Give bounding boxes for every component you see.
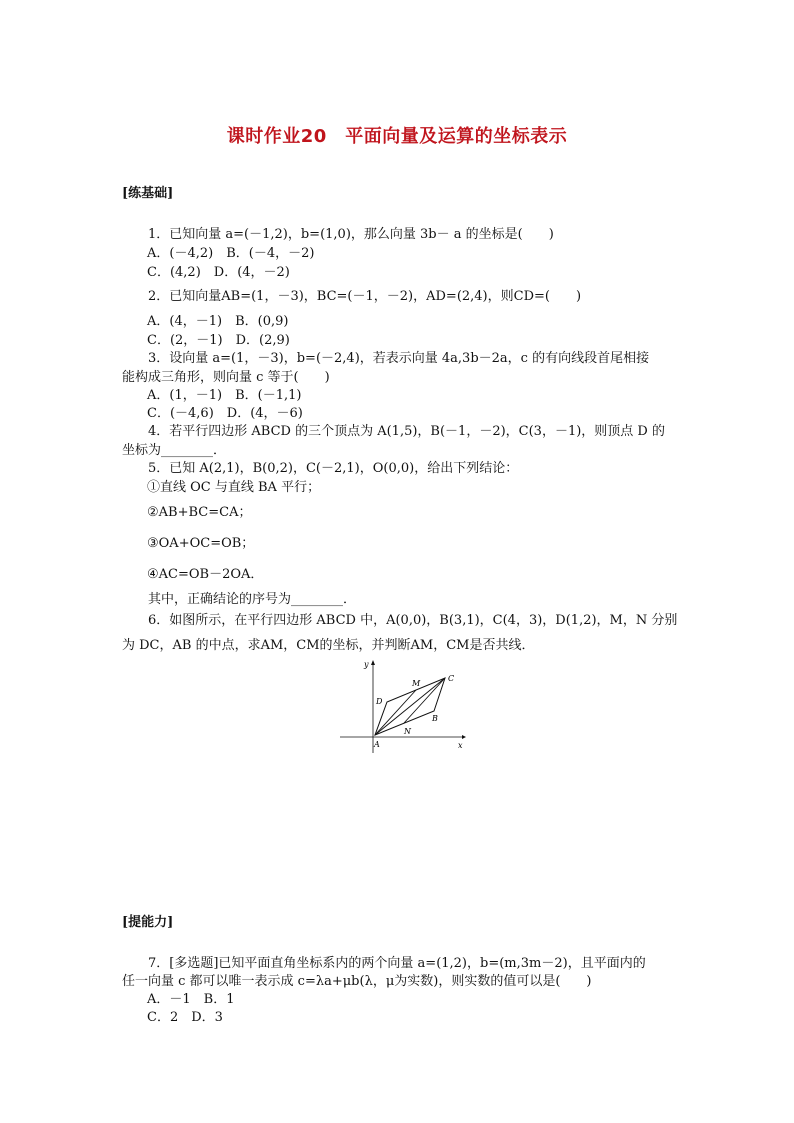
segment-nc: [404, 678, 445, 723]
parallelogram-figure: [340, 655, 470, 755]
label-m: M: [412, 679, 421, 688]
page-title: 课时作业20 平面向量及运算的坐标表示: [226, 126, 568, 147]
q5-answer: 其中，正确结论的序号为________．: [148, 592, 357, 607]
q5-item-3: ③OA+OC=OB；: [147, 536, 255, 551]
q1-stem: 1．已知向量 a=(－1,2)，b=(1,0)，那么向量 3b－ a 的坐标是( ): [148, 227, 554, 242]
q2-options-cd: C．(2，－1) D．(2,9): [147, 333, 290, 348]
q3-stem-line1: 3．设向量 a=(1，－3)，b=(－2,4)，若表示向量 4a,3b－2a，c 的有向线段首尾相接: [148, 351, 650, 366]
q7-stem-line2: 任一向量 c 都可以唯一表示成 c=λa+μb(λ，μ为实数)，则实数的值可以是( ): [122, 974, 592, 989]
y-axis-arrow: [371, 660, 375, 665]
x-axis-arrow: [462, 735, 466, 739]
q4-stem-line2: 坐标为________．: [122, 443, 227, 458]
label-b: B: [432, 714, 438, 723]
q5-item-4: ④AC=OB－2OA．: [147, 567, 264, 582]
section-advanced: [提能力]: [122, 915, 174, 930]
q3-options-cd: C．(－4,6) D．(4，－6): [147, 406, 303, 421]
q5-item-2: ②AB+BC=CA；: [147, 505, 252, 520]
q6-stem-line1: 6．如图所示，在平行四边形 ABCD 中，A(0,0)，B(3,1)，C(4，3)，D(1,2)，M，N 分别: [148, 613, 678, 628]
q7-options-ab: A．－1 B．1: [147, 992, 235, 1007]
q3-options-ab: A．(1，－1) B．(－1,1): [147, 388, 302, 403]
label-n: N: [404, 727, 411, 736]
q7-stem-line1: 7．[多选题]已知平面直角坐标系内的两个向量 a=(1,2)，b=(m,3m－2)，且平面内的: [148, 956, 646, 971]
section-basic: [练基础]: [122, 186, 174, 201]
q6-stem-line2: 为 DC，AB 的中点，求AM，CM的坐标，并判断AM，CM是否共线．: [122, 638, 535, 653]
q4-stem-line1: 4．若平行四边形 ABCD 的三个顶点为 A(1,5)，B(－1，－2)，C(3，－1)，则顶点 D 的: [148, 424, 665, 439]
q3-stem-line2: 能构成三角形，则向量 c 等于( ): [122, 370, 330, 385]
label-a: A: [374, 740, 380, 749]
q2-options-ab: A．(4，－1) B．(0,9): [147, 314, 289, 329]
x-axis-label: x: [458, 741, 463, 750]
q1-options-ab: A．(－4,2) B．(－4，－2): [147, 246, 315, 261]
q1-options-cd: C．(4,2) D．(4，－2): [147, 265, 290, 280]
q5-stem: 5．已知 A(2,1)，B(0,2)，C(－2,1)，O(0,0)，给出下列结论：: [148, 461, 519, 476]
q5-item-1: ①直线 OC 与直线 BA 平行；: [147, 480, 321, 495]
label-c: C: [448, 674, 455, 683]
label-d: D: [376, 697, 383, 706]
q2-stem: 2．已知向量AB=(1，－3)，BC=(－1，－2)，AD=(2,4)，则CD=( ): [148, 289, 582, 304]
q7-options-cd: C．2 D．3: [147, 1010, 223, 1025]
y-axis-label: y: [364, 660, 369, 669]
